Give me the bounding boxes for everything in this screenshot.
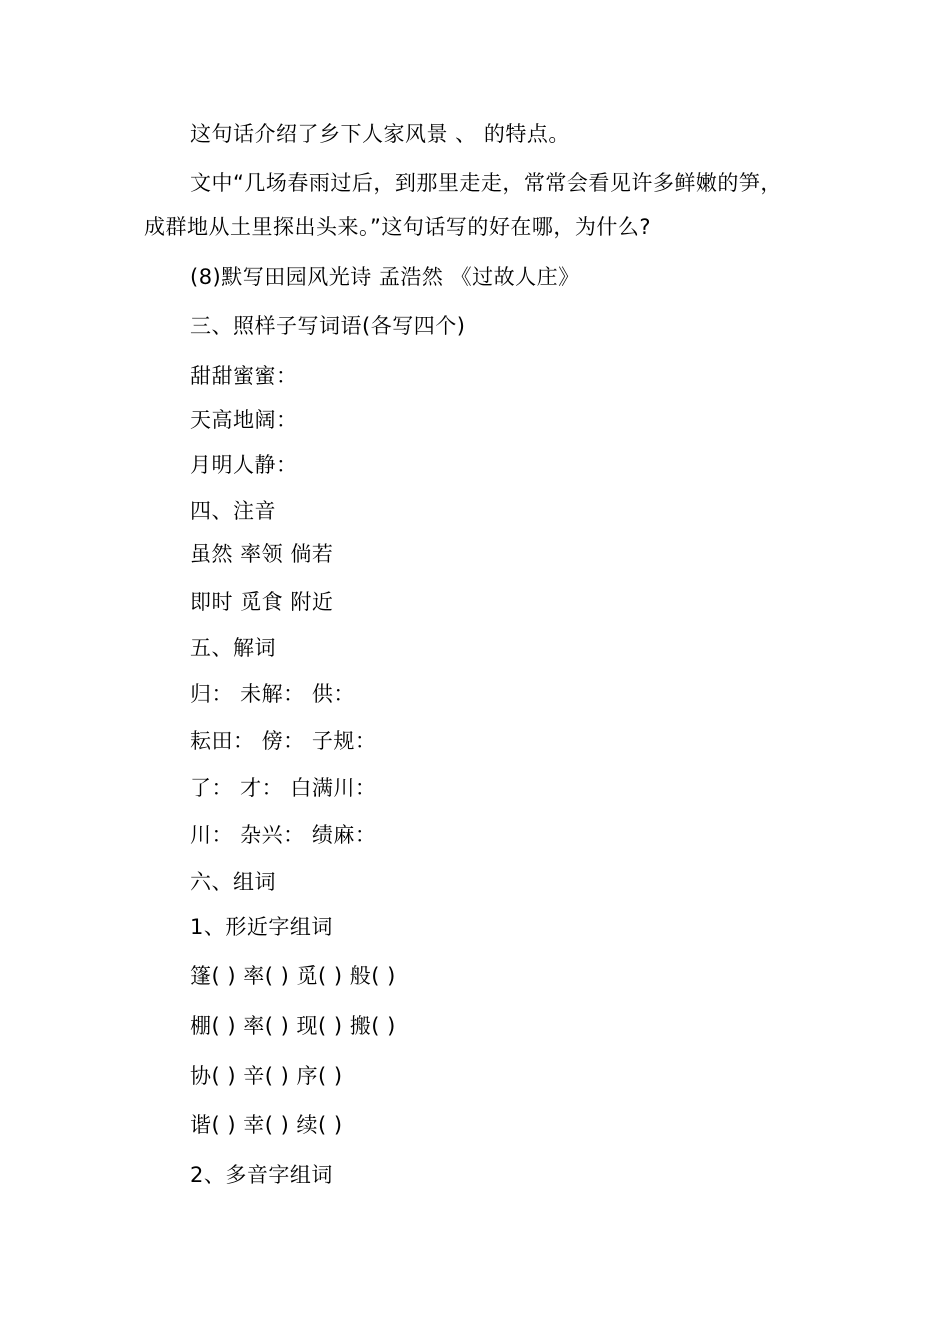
text-line: 川： 杂兴： 绩麻： (190, 823, 377, 847)
text-line: 甜甜蜜蜜： (190, 364, 298, 388)
text-line: 棚( ) 率( ) 现( ) 搬( ) (190, 1014, 396, 1038)
section-heading: 五、解词 (190, 636, 276, 660)
text-line: 月明人静： (190, 453, 298, 477)
text-line: 了： 才： 白满川： (190, 776, 377, 800)
text-line: (8)默写田园风光诗 孟浩然 《过故人庄》 (190, 265, 580, 289)
text-line: 归： 未解： 供： (190, 682, 355, 706)
section-heading: 四、注音 (190, 499, 276, 523)
subsection-heading: 2、多音字组词 (190, 1163, 333, 1187)
text-line: 天高地阔： (190, 408, 298, 432)
text-line: 文中“几场春雨过后，到那里走走，常常会看见许多鲜嫩的笋， (190, 171, 782, 195)
text-line: 耘田： 傍： 子规： (190, 729, 377, 753)
section-heading: 六、组词 (190, 870, 276, 894)
subsection-heading: 1、形近字组词 (190, 915, 333, 939)
text-line: 即时 觅食 附近 (190, 590, 334, 614)
text-line: 成群地从土里探出头来。”这句话写的好在哪，为什么? (144, 215, 652, 239)
text-line: 篷( ) 率( ) 觅( ) 般( ) (190, 964, 396, 988)
text-line: 谐( ) 幸( ) 续( ) (190, 1113, 343, 1137)
text-line: 这句话介绍了乡下人家风景 、 的特点。 (190, 122, 570, 146)
section-heading: 三、照样子写词语(各写四个) (190, 314, 466, 338)
text-line: 虽然 率领 倘若 (190, 542, 334, 566)
text-line: 协( ) 辛( ) 序( ) (190, 1064, 343, 1088)
